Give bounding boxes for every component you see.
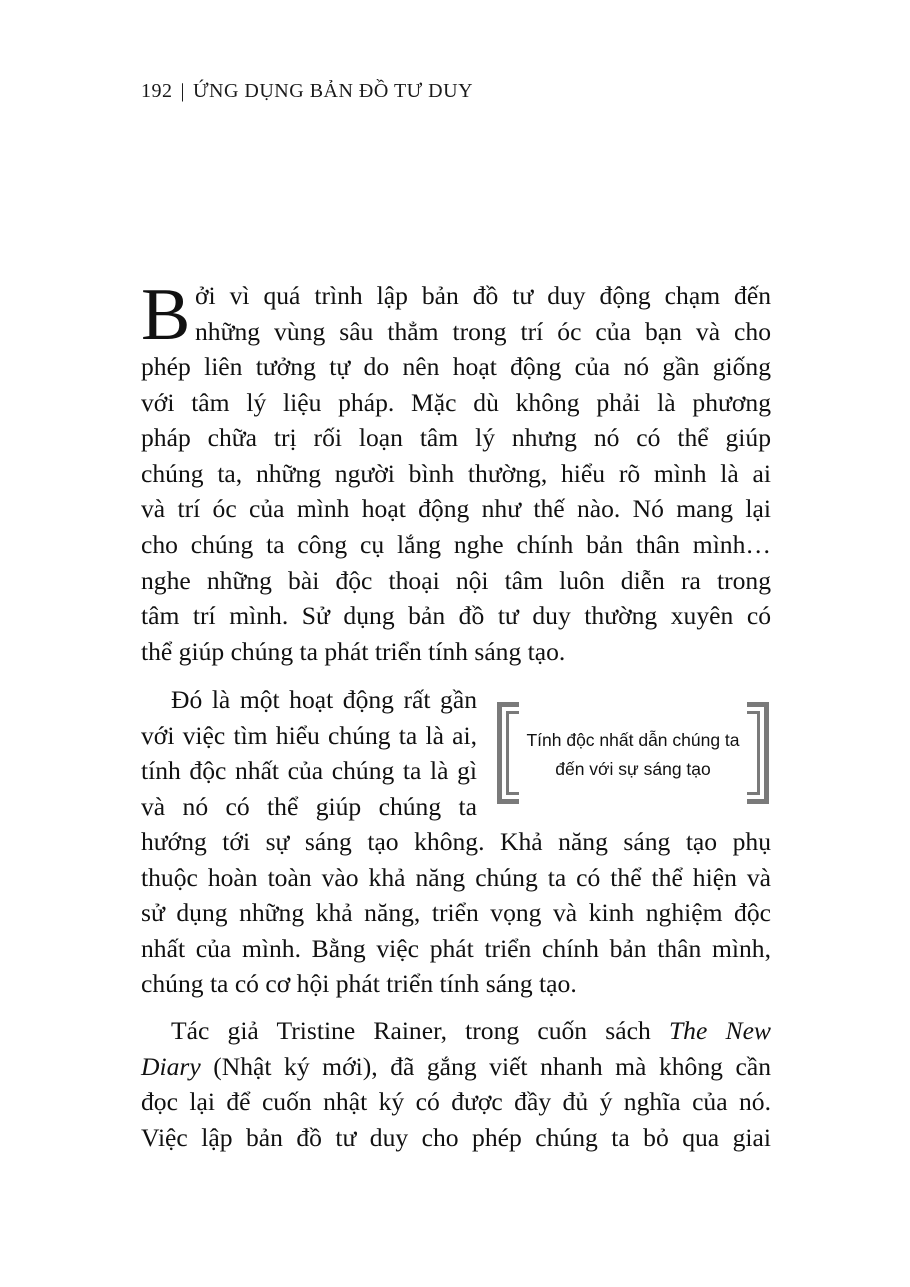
drop-cap: B [141,274,191,356]
paragraph-1-line-2 [195,314,771,350]
left-bracket-icon [497,702,523,804]
header-separator: | [180,80,186,102]
text-line: pháp chữa trị rối loạn tâm lý nhưng nó có thể giúp [141,423,771,453]
page-number: 192 [141,80,173,102]
paragraph-1-body [141,349,771,669]
text-line: đọc lại để cuốn nhật ký có được đầy đủ ý nghĩa của nó. [141,1087,771,1117]
book-title-italic: The New [668,1016,772,1045]
text-line: Việc lập bản đồ tư duy cho phép chúng ta bỏ qua giai [141,1122,771,1152]
paragraph-1-line-1 [195,278,771,314]
book-title: ỨNG DỤNG BẢN ĐỒ TƯ DUY [193,80,474,102]
pull-quote-text [523,726,743,784]
pull-quote [497,702,769,804]
text-run: (Nhật ký mới), đã gắng viết nhanh mà không cần [200,1051,771,1081]
text-line: phép liên tưởng tự do nên hoạt động của nó gần giống [141,352,771,381]
text-line: hướng tới sự sáng tạo không. Khả năng sáng tạo phụ [141,827,771,856]
text-line: với việc tìm hiểu chúng ta là ai, [141,720,477,750]
book-title-italic: Diary [141,1051,201,1081]
text-line: tâm trí mình. Sử dụng bản đồ tư duy thường xuyên có [141,601,771,631]
text-line: ởi vì quá trình lập bản đồ tư duy động chạm đến [195,281,771,310]
text-line: thể giúp chúng ta phát triển tính sáng tạo. [141,636,566,666]
paragraph-2-body [141,824,771,1002]
text-line: nghe những bài độc thoại nội tâm luôn diễn ra trong [141,565,771,595]
text-line: và nó có thể giúp chúng ta [141,791,477,821]
text-line: Đó là một hoạt động rất gần [171,685,477,714]
text-line: nhất của mình. Bằng việc phát triển chính bản thân mình, [141,933,771,963]
paragraph-2-narrow [141,682,477,824]
text-line: chúng ta, những người bình thường, hiểu rõ mình là ai [141,458,771,488]
text-line: cho chúng ta công cụ lắng nghe chính bản thân mình… [141,529,771,559]
pull-quote-line: Tính độc nhất dẫn chúng ta [526,730,740,750]
text-line: những vùng sâu thẳm trong trí óc của bạn và cho [195,317,771,346]
running-header [141,80,473,103]
text-run: Tác giả Tristine Rainer, trong cuốn sách [171,1016,669,1045]
paragraph-3 [141,1013,771,1155]
text-line: và trí óc của mình hoạt động như thế nào. Nó mang lại [141,494,771,524]
text-line: với tâm lý liệu pháp. Mặc dù không phải là phương [141,387,771,417]
right-bracket-icon [743,702,769,804]
text-line: tính độc nhất của chúng ta là gì [141,756,477,786]
text-line: thuộc hoàn toàn vào khả năng chúng ta có thể thể hiện và [141,862,771,892]
text-line: chúng ta có cơ hội phát triển tính sáng tạo. [141,969,577,999]
text-line [141,1049,771,1085]
text-line [141,1013,771,1049]
text-line: sử dụng những khả năng, triển vọng và kinh nghiệm độc [141,898,771,928]
pull-quote-line: đến với sự sáng tạo [555,759,711,779]
